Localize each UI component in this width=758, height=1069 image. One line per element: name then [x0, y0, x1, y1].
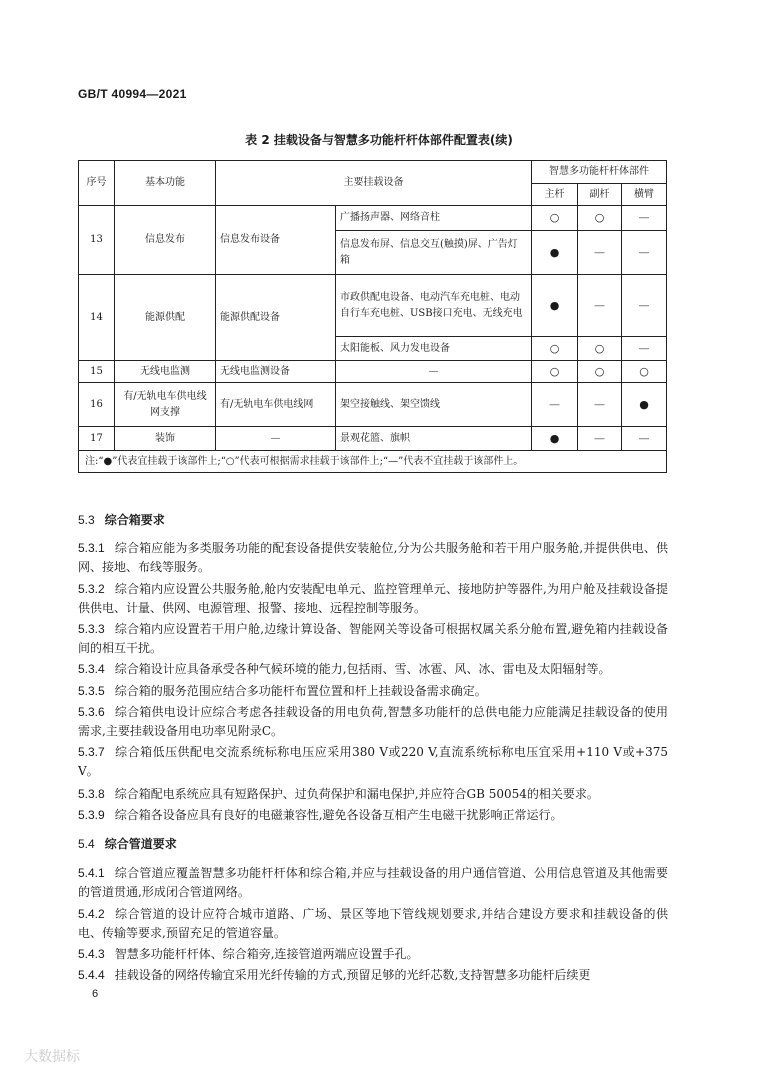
paragraph — [78, 864, 668, 902]
cell-aux-pole: — — [578, 275, 622, 337]
cell-function: 信息发布 — [115, 206, 216, 275]
table-row — [79, 275, 667, 337]
cell-aux-pole: — — [578, 427, 622, 451]
header-parts-group: 智慧多功能杆杆体部件 — [532, 161, 667, 184]
cell-seq: 16 — [79, 383, 115, 427]
paragraph-number: 5.3.6 — [78, 705, 105, 719]
table-row — [79, 361, 667, 383]
cell-main-pole: ○ — [532, 337, 578, 361]
cell-category: 信息发布设备 — [216, 206, 336, 275]
cell-main-pole: ● — [532, 427, 578, 451]
cell-device: 架空接触线、架空馈线 — [336, 383, 532, 427]
header-seq: 序号 — [79, 161, 115, 206]
cell-device: 景观花篮、旗帜 — [336, 427, 532, 451]
cell-seq: 15 — [79, 361, 115, 383]
paragraph-text: 综合箱供电设计应综合考虑各挂载设备的用电负荷,智慧多功能杆的总供电能力应能满足挂载设备的使用需求,主要挂载设备用电功率见附录C。 — [78, 705, 668, 738]
cell-main-pole: — — [532, 383, 578, 427]
cell-main-pole: ● — [532, 231, 578, 275]
cell-seq: 17 — [79, 427, 115, 451]
table-title: 表 2 挂载设备与智慧多功能杆杆体部件配置表(续) — [245, 133, 513, 147]
cell-aux-pole: ○ — [578, 337, 622, 361]
paragraph-text: 智慧多功能杆杆体、综合箱旁,连接管道两端应设置手孔。 — [114, 947, 419, 961]
paragraph — [78, 580, 668, 618]
paragraph-text: 综合箱的服务范围应结合多功能杆布置位置和杆上挂载设备需求确定。 — [114, 684, 487, 698]
section-number: 5.3 — [78, 513, 95, 527]
paragraph — [78, 905, 668, 943]
paragraph-text: 综合箱内应设置公共服务舱,舱内安装配电单元、监控管理单元、接地防护等器件,为用户舱及挂载设备提供供电、计量、供网、电源管理、报警、接地、远程控制等服务。 — [78, 582, 668, 615]
table-row — [79, 427, 667, 451]
cell-function: 无线电监测 — [115, 361, 216, 383]
table-note: 注:“●”代表宜挂载于该部件上;“○”代表可根据需求挂载于该部件上;“—”代表不宜挂载于该部件上。 — [79, 451, 667, 473]
paragraph-text: 综合箱设计应具备承受各种气候环境的能力,包括雨、雪、冰雹、风、冰、雷电及太阳辐射等。 — [114, 662, 611, 676]
cell-main-pole: ○ — [532, 206, 578, 231]
cell-cross-arm: — — [622, 427, 667, 451]
section-heading-5-4 — [78, 835, 177, 852]
cell-function: 装饰 — [115, 427, 216, 451]
cell-cross-arm: — — [622, 275, 667, 337]
cell-main-pole: ● — [532, 275, 578, 337]
cell-device: 广播扬声器、网络音柱 — [336, 206, 532, 231]
config-table — [78, 160, 667, 473]
paragraph-text: 综合箱配电系统应具有短路保护、过负荷保护和漏电保护,并应符合GB 50054的相关要求。 — [114, 787, 599, 801]
paragraph-number: 5.3.9 — [78, 808, 105, 822]
paragraph-text: 挂载设备的网络传输宜采用光纤传输的方式,预留足够的光纤芯数,支持智慧多功能杆后续更 — [114, 968, 591, 982]
paragraph-text: 综合箱应能为多类服务功能的配套设备提供安装舱位,分为公共服务舱和若干用户服务舱,并提供供电、供网、接地、布线等服务。 — [78, 541, 668, 574]
header-aux-pole: 副杆 — [578, 184, 622, 206]
section-number: 5.4 — [78, 837, 95, 851]
paragraph-text: 综合箱各设备应具有良好的电磁兼容性,避免各设备互相产生电磁干扰影响正常运行。 — [114, 808, 563, 822]
paragraph-text: 综合箱内应设置若干用户舱,边缘计算设备、智能网关等设备可根据权属关系分舱布置,避免箱内挂载设备间的相互干扰。 — [78, 622, 668, 655]
header-device: 主要挂载设备 — [216, 161, 532, 206]
paragraph-number: 5.3.5 — [78, 684, 105, 698]
paragraph-text: 综合管道应覆盖智慧多功能杆杆体和综合箱,并应与挂载设备的用户通信管道、公用信息管道及其他需要的管道贯通,形成闭合管道网络。 — [78, 866, 668, 899]
header-cross-arm: 横臂 — [622, 184, 667, 206]
paragraph-number: 5.3.7 — [78, 745, 105, 759]
table-row — [79, 206, 667, 231]
cell-cross-arm: — — [622, 231, 667, 275]
paragraph — [78, 620, 668, 658]
cell-cross-arm: ○ — [622, 361, 667, 383]
cell-cross-arm: — — [622, 337, 667, 361]
cell-seq: 13 — [79, 206, 115, 275]
header-main-pole: 主杆 — [532, 184, 578, 206]
section-title: 综合箱要求 — [104, 513, 165, 527]
cell-main-pole: ○ — [532, 361, 578, 383]
watermark-logo: 大数据标 — [24, 1049, 80, 1065]
paragraph-number: 5.3.1 — [78, 541, 105, 555]
standard-code: GB/T 40994—2021 — [78, 87, 187, 101]
paragraph-text: 综合箱低压供配电交流系统标称电压应采用380 V或220 V,直流系统标称电压宜采用+110 V或+375 V。 — [78, 745, 668, 778]
paragraph — [78, 743, 668, 781]
paragraph-number: 5.3.4 — [78, 662, 105, 676]
paragraph — [78, 785, 668, 804]
paragraph — [78, 660, 668, 679]
cell-category: 能源供配设备 — [216, 275, 336, 361]
table-row — [79, 383, 667, 427]
cell-aux-pole: — — [578, 231, 622, 275]
cell-category: 无线电监测设备 — [216, 361, 336, 383]
page-number: 6 — [92, 988, 99, 1000]
cell-cross-arm: ● — [622, 383, 667, 427]
paragraph-number: 5.4.1 — [78, 866, 105, 880]
paragraph — [78, 703, 668, 741]
cell-device: — — [336, 361, 532, 383]
cell-aux-pole: ○ — [578, 206, 622, 231]
section-title: 综合管道要求 — [104, 837, 177, 851]
paragraph — [78, 945, 668, 964]
cell-function: 能源供配 — [115, 275, 216, 361]
cell-device: 信息发布屏、信息交互(触摸)屏、广告灯箱 — [336, 231, 532, 275]
cell-category: — — [216, 427, 336, 451]
paragraph-number: 5.3.2 — [78, 582, 105, 596]
cell-aux-pole: — — [578, 383, 622, 427]
section-heading-5-3 — [78, 511, 165, 528]
cell-device: 太阳能板、风力发电设备 — [336, 337, 532, 361]
cell-cross-arm: — — [622, 206, 667, 231]
paragraph — [78, 539, 668, 577]
cell-category: 有/无轨电车供电线网 — [216, 383, 336, 427]
paragraph-number: 5.3.8 — [78, 787, 105, 801]
paragraph-number: 5.3.3 — [78, 622, 105, 636]
paragraph-number: 5.4.4 — [78, 968, 105, 982]
cell-aux-pole: ○ — [578, 361, 622, 383]
header-function: 基本功能 — [115, 161, 216, 206]
paragraph — [78, 966, 668, 985]
cell-device: 市政供配电设备、电动汽车充电桩、电动自行车充电桩、USB接口充电、无线充电 — [336, 275, 532, 337]
paragraph — [78, 682, 668, 701]
paragraph-number: 5.4.2 — [78, 907, 105, 921]
paragraph — [78, 806, 668, 825]
cell-seq: 14 — [79, 275, 115, 361]
cell-function: 有/无轨电车供电线网支撑 — [115, 383, 216, 427]
paragraph-text: 综合管道的设计应符合城市道路、广场、景区等地下管线规划要求,并结合建设方要求和挂载设备的供电、传输等要求,预留充足的管道容量。 — [78, 907, 668, 940]
paragraph-number: 5.4.3 — [78, 947, 105, 961]
